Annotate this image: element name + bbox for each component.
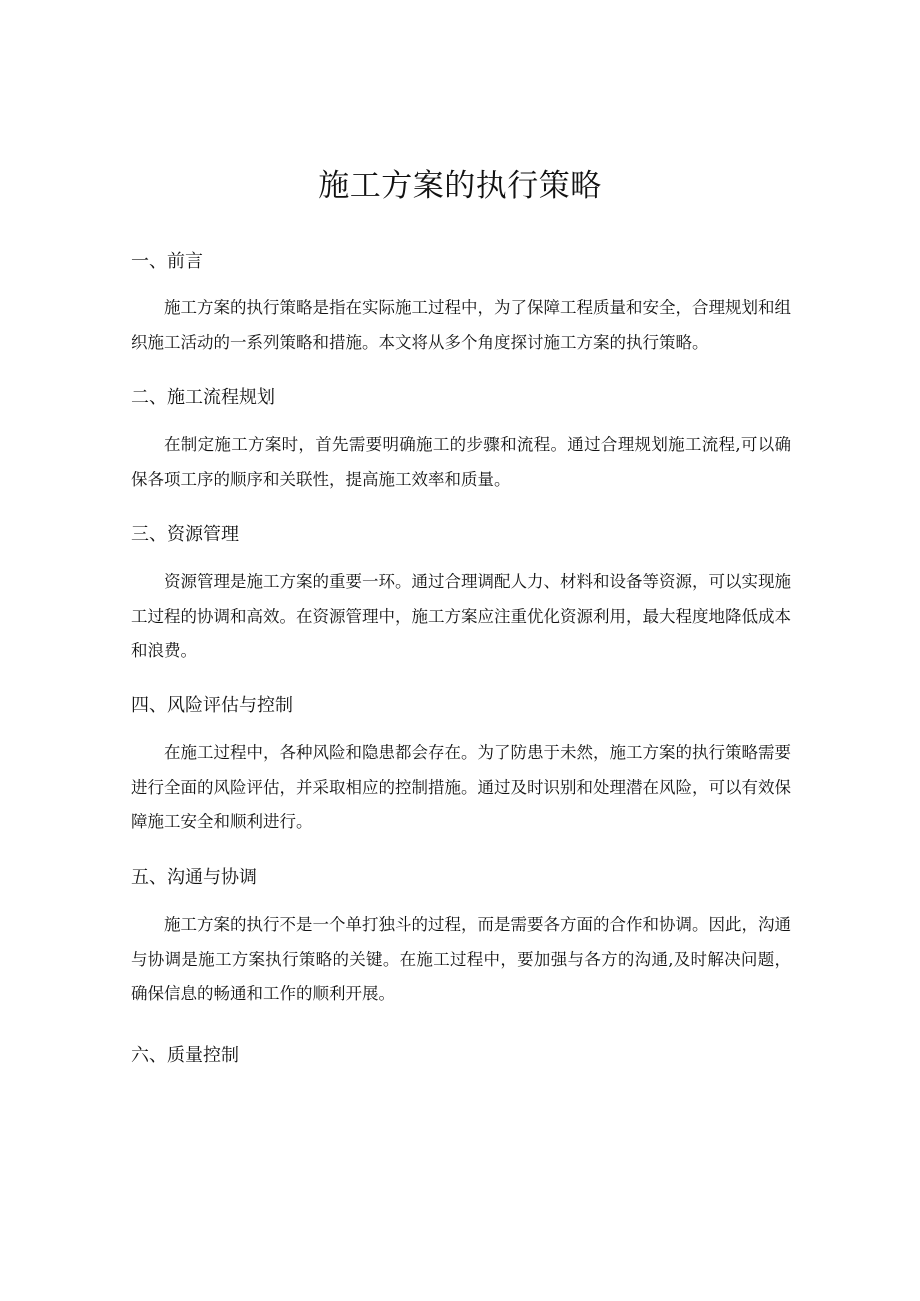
section-body-risk-control: 在施工过程中，各种风险和隐患都会存在。为了防患于未然，施工方案的执行策略需要进行全面的风险评估，并采取相应的控制措施。通过及时识别和处理潜在风险，可以有效保障施工安全和顺利进行。 [131,743,791,831]
section-body-communication: 施工方案的执行不是一个单打独斗的过程，而是需要各方面的合作和协调。因此，沟通与协调是施工方案执行策略的关键。在施工过程中，要加强与各方的沟通,及时解决问题，确保信息的畅通和工作的顺利开展。 [131,915,791,1003]
section-body-process-planning: 在制定施工方案时，首先需要明确施工的步骤和流程。通过合理规划施工流程,可以确保各项工序的顺序和关联性，提高施工效率和质量。 [131,435,791,489]
section-heading-preface: 一、前言 [131,251,203,272]
section-heading-communication: 五、沟通与协调 [131,867,257,888]
section-heading-quality-control: 六、质量控制 [131,1045,239,1066]
section-heading-risk-control: 四、风险评估与控制 [131,695,293,716]
section-body-resource-management: 资源管理是施工方案的重要一环。通过合理调配人力、材料和设备等资源，可以实现施工过程的协调和高效。在资源管理中，施工方案应注重优化资源利用，最大程度地降低成本和浪费。 [131,572,791,660]
section-heading-process-planning: 二、施工流程规划 [131,387,275,408]
section-heading-resource-management: 三、资源管理 [131,524,239,545]
section-body-preface: 施工方案的执行策略是指在实际施工过程中，为了保障工程质量和安全，合理规划和组织施工活动的一系列策略和措施。本文将从多个角度探讨施工方案的执行策略。 [131,298,791,352]
document-title: 施工方案的执行策略 [318,168,602,204]
